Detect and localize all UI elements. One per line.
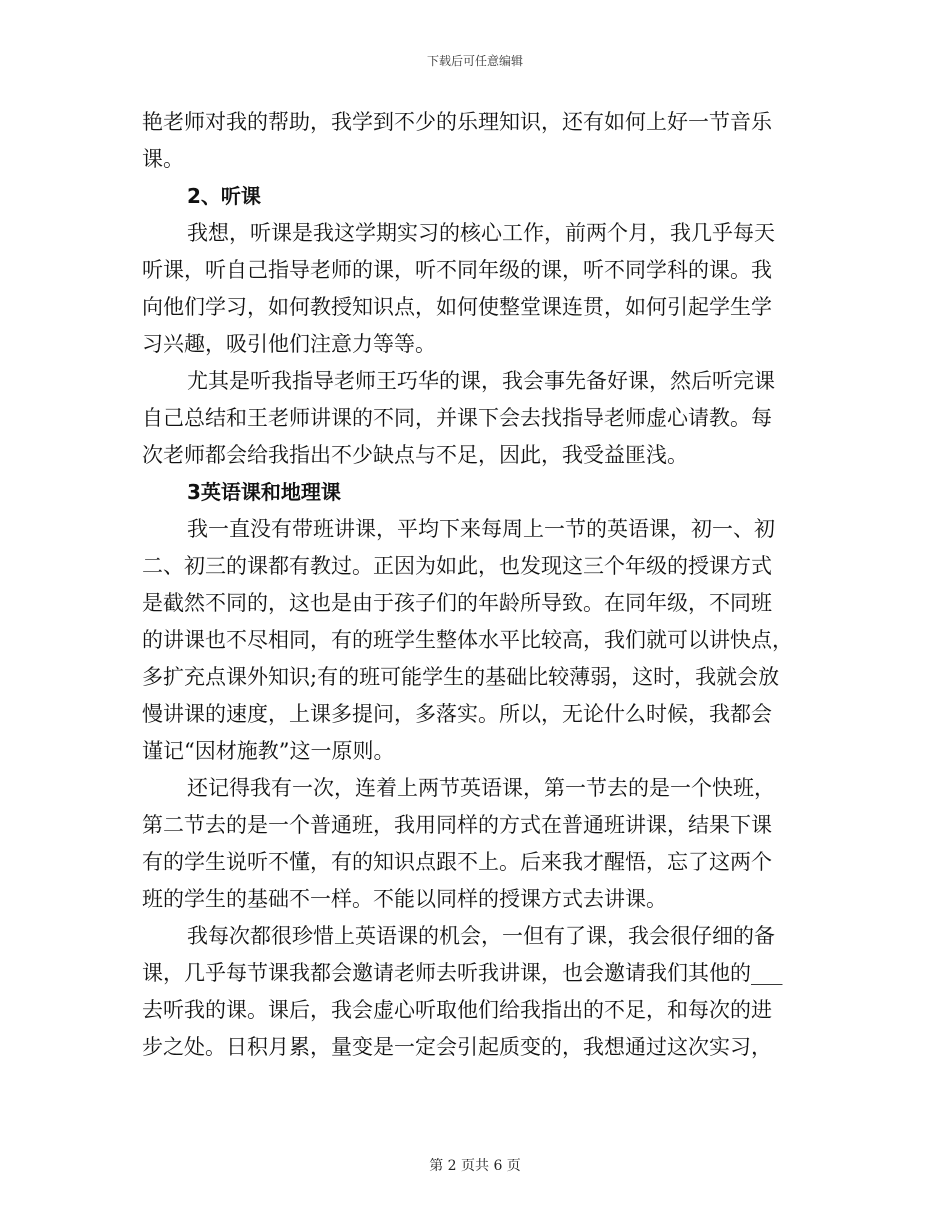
page-number-footer: 第 2 页共 6 页 <box>429 1158 521 1174</box>
paragraph-line: 二、初三的课都有教过。正因为如此，也发现这三个年级的授课方式 <box>142 554 772 578</box>
paragraph-line: 习兴趣，吸引他们注意力等等。 <box>142 332 436 356</box>
paragraph-line: 尤其是听我指导老师王巧华的课，我会事先备好课，然后听完课 <box>187 369 775 393</box>
paragraph-line: 是截然不同的，这也是由于孩子们的年龄所导致。在同年级，不同班 <box>142 591 772 615</box>
paragraph-line: 慢讲课的速度，上课多提问，多落实。所以，无论什么时候，我都会 <box>142 702 772 726</box>
paragraph-line: 还记得我有一次，连着上两节英语课，第一节去的是一个快班， <box>187 776 775 800</box>
paragraph-line: 艳老师对我的帮助，我学到不少的乐理知识，还有如何上好一节音乐 <box>142 110 772 134</box>
paragraph-line: 我想，听课是我这学期实习的核心工作，前两个月，我几乎每天 <box>187 221 775 245</box>
paragraph-line: 我每次都很珍惜上英语课的机会，一但有了课，我会很仔细的备 <box>187 924 775 948</box>
section-heading-english-geography: 3英语课和地理课 <box>187 480 341 504</box>
paragraph-line: 次老师都会给我指出不少缺点与不足，因此，我受益匪浅。 <box>142 443 688 467</box>
paragraph-line: 班的学生的基础不一样。不能以同样的授课方式去讲课。 <box>142 887 667 911</box>
paragraph-line: 有的学生说听不懂，有的知识点跟不上。后来我才醒悟，忘了这两个 <box>142 850 772 874</box>
paragraph-line: 向他们学习，如何教授知识点，如何使整堂课连贯，如何引起学生学 <box>142 295 772 319</box>
paragraph-line: 课。 <box>142 147 184 171</box>
page-header: 下载后可任意编辑 <box>426 54 523 68</box>
paragraph-line: 多扩充点课外知识;有的班可能学生的基础比较薄弱，这时，我就会放 <box>142 665 780 689</box>
paragraph-line: 听课，听自己指导老师的课，听不同年级的课，听不同学科的课。我 <box>142 258 772 282</box>
paragraph-line: 课，几乎每节课我都会邀请老师去听我讲课，也会邀请我们其他的___ <box>142 961 783 985</box>
paragraph-line: 我一直没有带班讲课，平均下来每周上一节的英语课，初一、初 <box>187 517 775 541</box>
document-body <box>142 104 804 1066</box>
paragraph-line: 第二节去的是一个普通班，我用同样的方式在普通班讲课，结果下课 <box>142 813 772 837</box>
paragraph-line: 去听我的课。课后，我会虚心听取他们给我指出的不足，和每次的进 <box>142 998 772 1022</box>
paragraph-line: 谨记“因材施教”这一原则。 <box>142 739 395 763</box>
section-heading-listening: 2、听课 <box>187 184 261 208</box>
paragraph-line: 的讲课也不尽相同，有的班学生整体水平比较高，我们就可以讲快点， <box>142 628 793 652</box>
paragraph-line: 自己总结和王老师讲课的不同，并课下会去找指导老师虚心请教。每 <box>142 406 772 430</box>
paragraph-line: 步之处。日积月累，量变是一定会引起质变的，我想通过这次实习， <box>142 1035 772 1059</box>
